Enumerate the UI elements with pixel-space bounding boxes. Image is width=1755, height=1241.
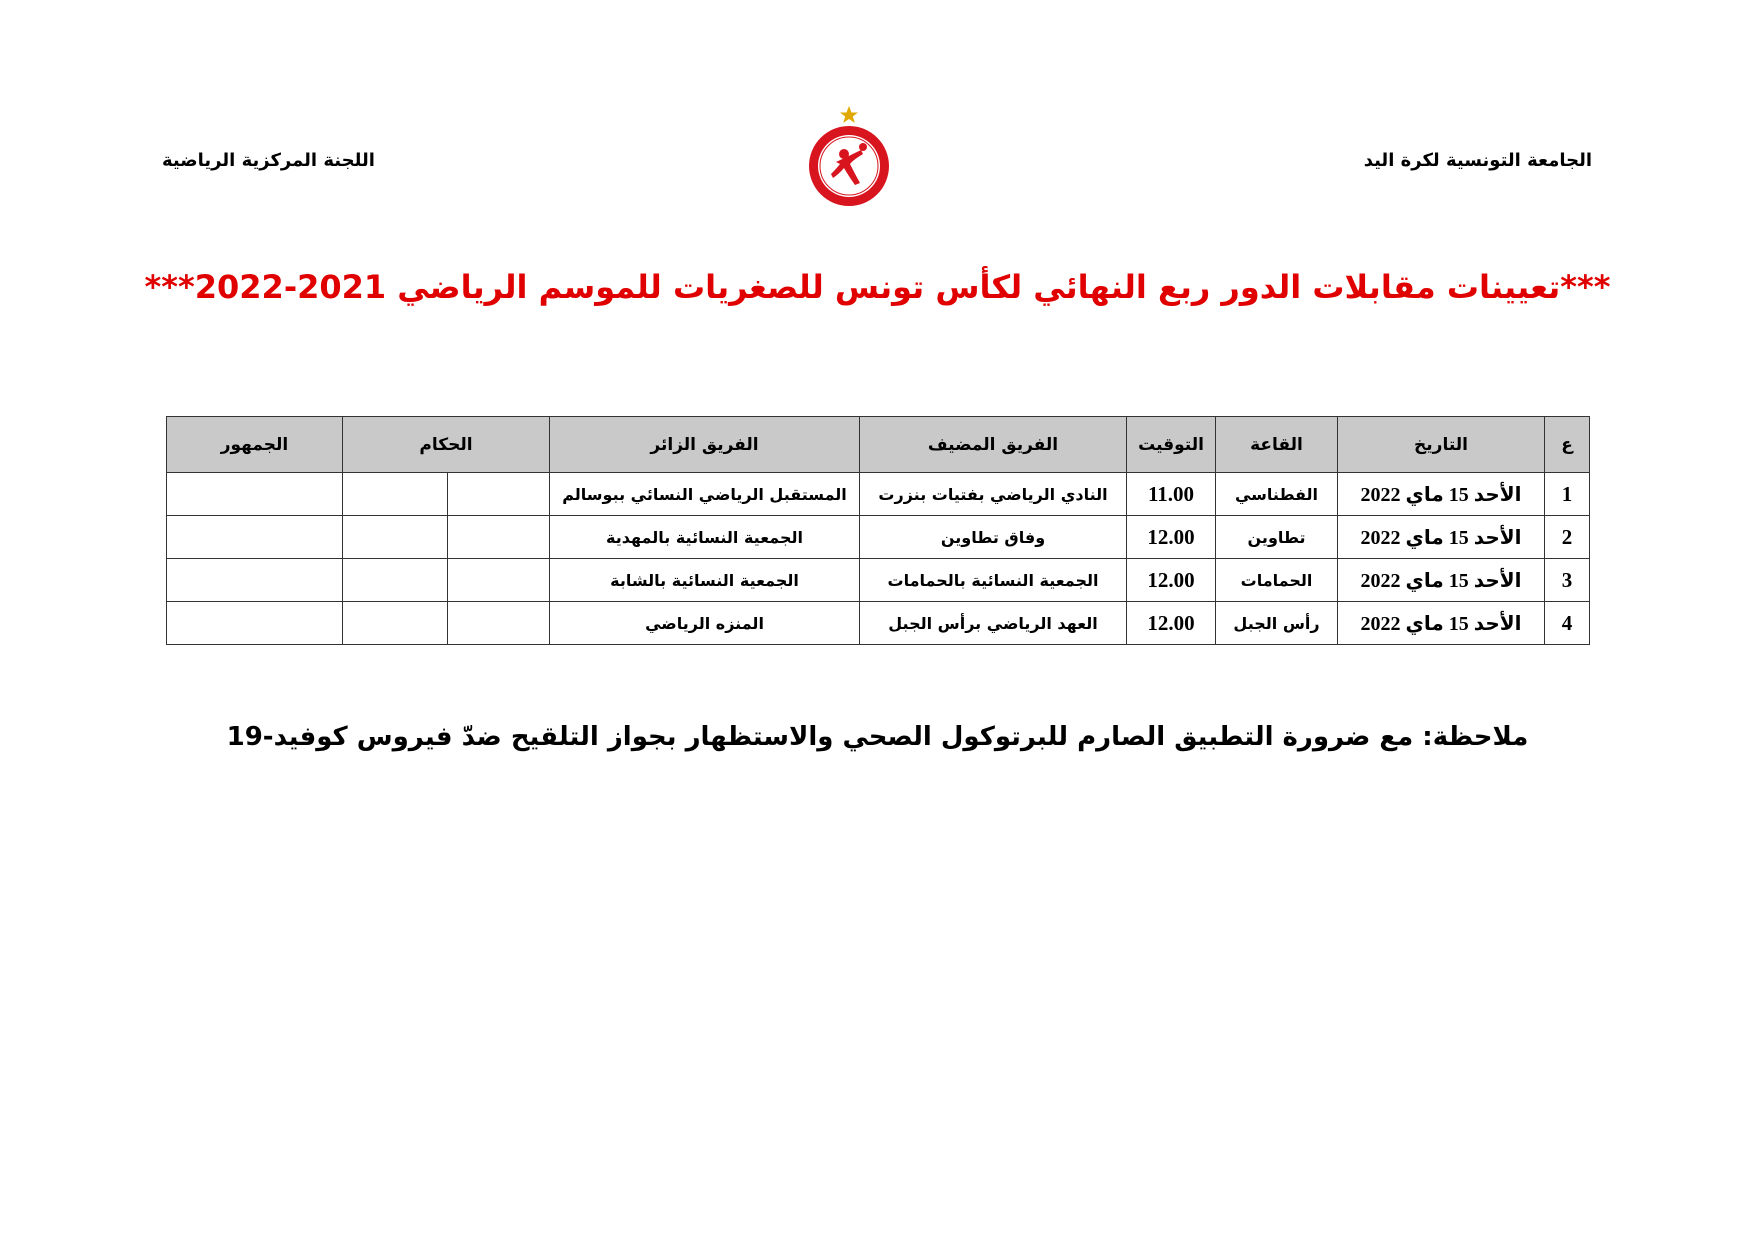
row-public — [167, 473, 343, 516]
federation-logo-icon — [803, 104, 895, 208]
row-number: 3 — [1545, 559, 1590, 602]
col-header-referees: الحكام — [343, 417, 550, 473]
schedule-table — [166, 416, 1590, 645]
row-hall: رأس الجبل — [1216, 602, 1338, 645]
row-home-team: العهد الرياضي برأس الجبل — [860, 602, 1127, 645]
row-away-team: الجمعية النسائية بالشابة — [550, 559, 860, 602]
row-hall: الفطناسي — [1216, 473, 1338, 516]
col-header-number: ع — [1545, 417, 1590, 473]
committee-name: اللجنة المركزية الرياضية — [162, 150, 375, 171]
page-title: ***تعيينات مقابلات الدور ربع النهائي لكأس تونس للصغريات للموسم الرياضي 2021-2022*** — [144, 268, 1611, 306]
col-header-time: التوقيت — [1127, 417, 1216, 473]
row-home-team: النادي الرياضي بفتيات بنزرت — [860, 473, 1127, 516]
row-referee-2 — [343, 516, 448, 559]
row-date: الأحد 15 ماي 2022 — [1338, 602, 1545, 645]
row-public — [167, 602, 343, 645]
col-header-away-team: الفريق الزائر — [550, 417, 860, 473]
table-row — [167, 602, 1590, 645]
table-row — [167, 473, 1590, 516]
row-referee-2 — [343, 559, 448, 602]
row-referee-1 — [448, 602, 550, 645]
row-referee-1 — [448, 516, 550, 559]
col-header-hall: القاعة — [1216, 417, 1338, 473]
row-time: 12.00 — [1127, 602, 1216, 645]
col-header-date: التاريخ — [1338, 417, 1545, 473]
row-date: الأحد 15 ماي 2022 — [1338, 516, 1545, 559]
row-away-team: الجمعية النسائية بالمهدية — [550, 516, 860, 559]
col-header-public: الجمهور — [167, 417, 343, 473]
row-public — [167, 559, 343, 602]
row-away-team: المستقبل الرياضي النسائي ببوسالم — [550, 473, 860, 516]
row-away-team: المنزه الرياضي — [550, 602, 860, 645]
row-referee-1 — [448, 473, 550, 516]
row-number: 4 — [1545, 602, 1590, 645]
federation-name: الجامعة التونسية لكرة اليد — [1363, 150, 1592, 171]
row-home-team: وفاق تطاوين — [860, 516, 1127, 559]
row-home-team: الجمعية النسائية بالحمامات — [860, 559, 1127, 602]
row-referee-2 — [343, 473, 448, 516]
row-number: 2 — [1545, 516, 1590, 559]
table-row — [167, 559, 1590, 602]
row-date: الأحد 15 ماي 2022 — [1338, 559, 1545, 602]
row-number: 1 — [1545, 473, 1590, 516]
row-time: 11.00 — [1127, 473, 1216, 516]
table-header-row — [167, 417, 1590, 473]
row-hall: تطاوين — [1216, 516, 1338, 559]
table-row — [167, 516, 1590, 559]
row-date: الأحد 15 ماي 2022 — [1338, 473, 1545, 516]
note-text: ملاحظة: مع ضرورة التطبيق الصارم للبرتوكول الصحي والاستظهار بجواز التلقيح ضدّ فيروس كوفيد-19 — [226, 722, 1529, 752]
row-referee-2 — [343, 602, 448, 645]
row-referee-1 — [448, 559, 550, 602]
row-time: 12.00 — [1127, 516, 1216, 559]
row-time: 12.00 — [1127, 559, 1216, 602]
row-hall: الحمامات — [1216, 559, 1338, 602]
col-header-home-team: الفريق المضيف — [860, 417, 1127, 473]
row-public — [167, 516, 343, 559]
